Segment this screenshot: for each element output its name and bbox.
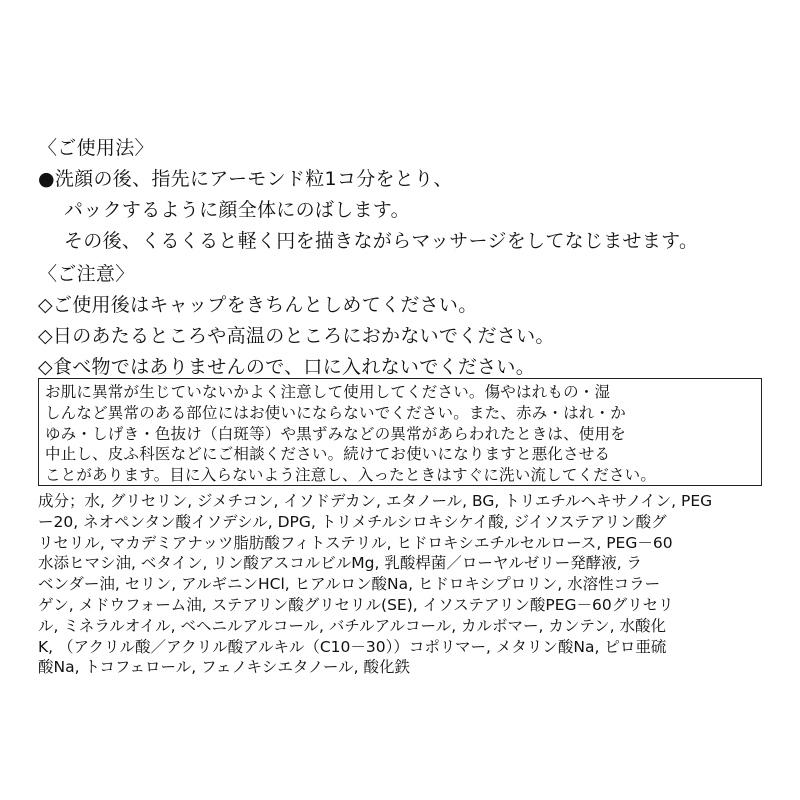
usage-heading: 〈ご使用法〉 [38, 137, 154, 159]
caution-item: ◇食べ物ではありませんので、口に入れないでください。 [38, 356, 536, 378]
caution-item: ◇日のあたるところや高温のところにおかないでください。 [38, 325, 555, 347]
notice-line: 中止し、皮ふ科医などにご相談ください。続けてお使いになりますと悪化させる [45, 445, 611, 464]
ingredients-line: ル, ミネラルオイル, ベヘニルアルコール, バチルアルコール, カルボマー, カンテン, 水酸化 [38, 616, 666, 635]
notice-line: しんなど異常のある部位にはお使いにならないでください。また、赤み・はれ・か [45, 403, 626, 422]
ingredients-line: ー20, ネオペンタン酸イソデシル, DPG, トリメチルシロキシケイ酸, ジイソステアリン酸グ [38, 512, 667, 531]
notice-line: ことがあります。目に入らないよう注意し、入ったときはすぐに洗い流してください。 [45, 466, 657, 485]
ingredients-line: ベンダー油, セリン, アルギニンHCl, ヒアルロン酸Na, ヒドロキシプロリン, 水溶性コラー [38, 575, 661, 594]
ingredients-line: ゲン, メドウフォーム油, ステアリン酸グリセリル(SE), イソステアリン酸PEG－60グリセリ [38, 595, 674, 614]
ingredients-line: 水添ヒマシ油, ベタイン, リン酸アスコルビルMg, 乳酸桿菌／ローヤルゼリー発酵液, ラ [38, 554, 643, 573]
usage-line: ●洗顔の後、指先にアーモンド粒1コ分をとり、 [38, 168, 453, 190]
ingredients-line: 酸Na, トコフェロール, フェノキシエタノール, 酸化鉄 [38, 658, 410, 677]
usage-line: パックするように顔全体にのばします。 [64, 199, 410, 221]
warning-notice-box [38, 378, 762, 486]
caution-heading: 〈ご注意〉 [38, 263, 135, 285]
usage-section [38, 133, 768, 257]
ingredients-line: K, （アクリル酸／アクリル酸アルキル（C10－30））コポリマー, メタリン酸Na, ピロ亜硫 [38, 637, 667, 656]
notice-line: お肌に異常が生じていないかよく注意して使用してください。傷やはれもの・湿 [45, 383, 611, 401]
caution-item: ◇ご使用後はキャップをきちんとしめてください。 [38, 294, 478, 316]
notice-line: ゆみ・しげき・色抜け（白斑等）や黒ずみなどの異常があらわれたときは、使用を [45, 424, 626, 443]
ingredients-line: 成分；水, グリセリン, ジメチコン, イソドデカン, エタノール, BG, トリエチルヘキサノイン, PEG [38, 492, 713, 510]
ingredients-line: リセリル, マカデミアナッツ脂肪酸フィトステリル, ヒドロキシエチルセルロース, PEG－60 [38, 533, 673, 552]
usage-line: その後、くるくると軽く円を描きながらマッサージをしてなじませます。 [64, 230, 699, 252]
caution-section [38, 259, 768, 383]
ingredients-list [38, 491, 768, 678]
